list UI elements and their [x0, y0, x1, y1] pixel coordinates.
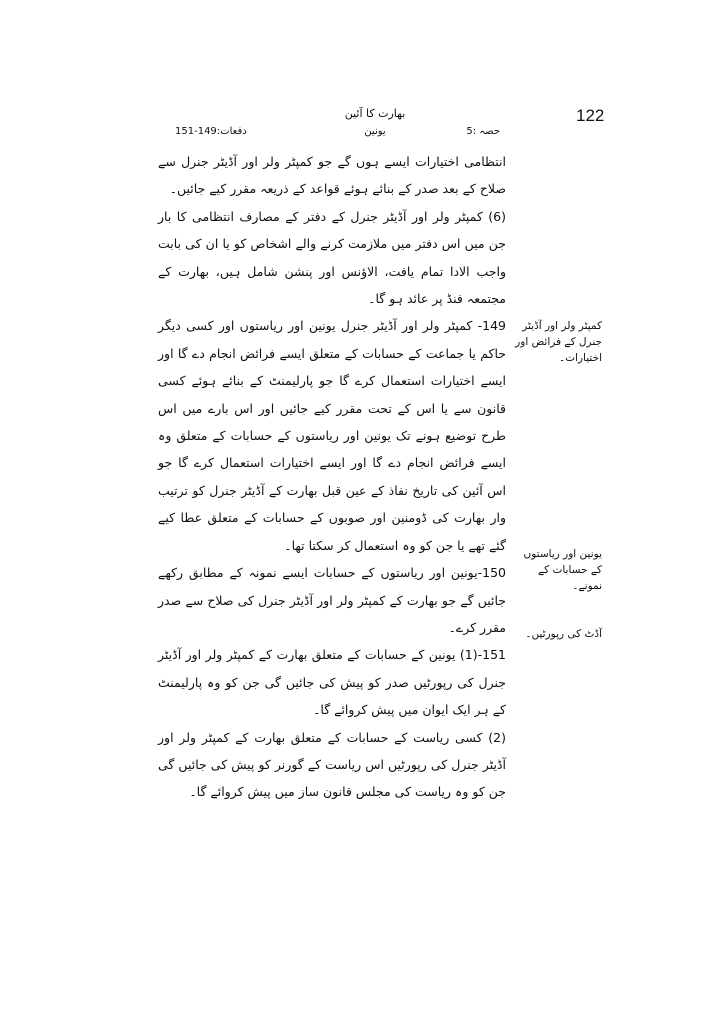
running-header-part: حصہ :5 — [466, 126, 500, 137]
paragraph-continuation: انتظامی اختیارات ایسے ہوں گے جو کمپٹر ولر اور آڈیٹر جنرل سے صلاح کے بعد صدر کے بنائے ہوئے قواعد کے ذریعہ مقرر کیے جائیں۔ — [158, 154, 506, 197]
margin-note-article-149: کمپٹر ولر اور آڈیٹر جنرل کے فرائض اور اختیارات۔ — [515, 320, 602, 364]
margin-note-article-151: آڈٹ کی رپورٹیں۔ — [525, 628, 602, 640]
page-number: 122 — [576, 106, 605, 125]
paragraph-clause-6: (6) کمپٹر ولر اور آڈیٹر جنرل کے دفتر کے مصارف انتظامی کا بار جن میں اس دفتر میں ملازمت کرنے والے اشخاص کو یا ان کی بابت واجب الادا تمام یافت، الاؤنس اور پنشن شامل ہیں، بھارت کے مجتمعہ فنڈ پر عائد ہو گا۔ — [158, 208, 506, 307]
paragraph-article-151-2: (2) کسی ریاست کے حسابات کے متعلق بھارت کے کمپٹر ولر اور آڈیٹر جنرل کی رپورٹیں اس ریاست کے گورنر کو پیش کی جائیں گی جن کو وہ ریاست کی مجلس قانون ساز میں پیش کروائے گا۔ — [158, 729, 506, 800]
paragraph-article-149: 149- کمپٹر ولر اور آڈیٹر جنرل یونین اور ریاستوں اور کسی دیگر حاکم یا جماعت کے حسابات کے متعلق ایسے فرائض انجام دے گا اور ایسے اختیارات استعمال کرے گا جو پارلیمنٹ کے بنائے ہوئے کسی قانون سے یا اس کے تحت مقرر کیے جائیں اور اس بارے میں اس طرح توضیع ہونے تک یونین اور ریاستوں کے حسابات کے متعلق وہ ایسے فرائض انجام دے گا اور ایسے اختیارات استعمال کرے گا جو اس آئین کی تاریخ نفاذ کے عین قبل بھارت کے آڈیٹر جنرل کو ترتیب وار بھارت کی ڈومنین اور صوبوں کے حسابات کے متعلق عطا کیے گئے تھے یا جن کو وہ استعمال کر سکتا تھا۔ — [158, 318, 506, 553]
running-header-title: بھارت کا آئین — [344, 107, 406, 120]
main-text-column — [158, 148, 506, 806]
running-header-articles: دفعات:149-151 — [175, 126, 247, 137]
paragraph-article-151-1: 151-(1) یونین کے حسابات کے متعلق بھارت کے کمپٹر ولر اور آڈیٹر جنرل کی رپورٹیں صدر کو پیش کی جائیں گی جن کو وہ پارلیمنٹ کے ہر ایک ایوان میں پیش کروائے گا۔ — [158, 647, 506, 718]
paragraph-article-150: 150-یونین اور ریاستوں کے حسابات ایسے نمونہ کے مطابق رکھے جائیں گے جو بھارت کے کمپٹر ولر اور آڈیٹر جنرل کی صلاح سے صدر مقرر کرے۔ — [158, 565, 506, 635]
running-header-subtitle: یونین — [364, 126, 386, 137]
margin-note-article-150: یونین اور ریاستوں کے حسابات کے نمونے۔ — [523, 548, 602, 592]
